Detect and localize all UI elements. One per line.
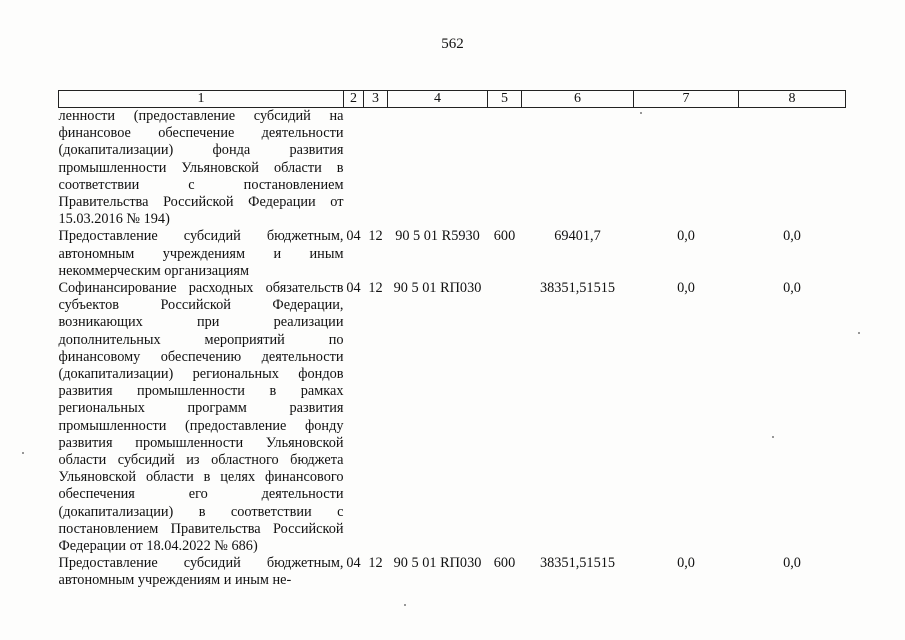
amount-col-8: 0,0	[783, 555, 801, 572]
row-description: Предоставление субсидий бюджетным, автономным учреждениям и иным не-	[58, 555, 344, 589]
row-description: ленности (предоставление субсидий на финансовое обеспечение деятельности (докапитализации) фонда развития промышленности Ульяновской области в соответствии с постановлением Правительства Российской Федерации от 15.03.2016 № 194)	[58, 108, 344, 228]
row-description: Предоставление субсидий бюджетным, автономным учреждениям и иным некоммерческим организациям	[58, 228, 344, 279]
amount-col-7: 0,0	[677, 280, 695, 297]
amount-col-7: 0,0	[677, 555, 695, 572]
scan-speck	[404, 604, 406, 606]
section-code: 04	[346, 280, 361, 297]
subsection-code: 12	[368, 280, 383, 297]
target-article-code: 90 5 01 R5930	[395, 228, 480, 245]
section-code: 04	[346, 555, 361, 572]
column-number-row	[59, 91, 846, 108]
expense-type-code	[488, 280, 522, 555]
target-article-code: 90 5 01 RП030	[393, 555, 482, 572]
target-article-code	[388, 108, 488, 229]
column-header-1: 1	[59, 91, 344, 108]
table-row	[59, 108, 846, 229]
subsection-code	[364, 108, 388, 229]
column-header-4: 4	[388, 91, 488, 108]
amount-col-8: 0,0	[783, 280, 801, 297]
amount-col-7	[634, 108, 739, 229]
table-row	[59, 555, 846, 589]
amount-col-6: 69401,7	[554, 228, 601, 245]
column-header-7: 7	[634, 91, 739, 108]
amount-col-6: 38351,51515	[539, 555, 616, 572]
target-article-code: 90 5 01 RП030	[393, 280, 482, 297]
column-header-2: 2	[344, 91, 364, 108]
subsection-code: 12	[368, 555, 383, 572]
column-header-3: 3	[364, 91, 388, 108]
amount-col-6: 38351,51515	[539, 280, 616, 297]
amount-col-8	[739, 108, 846, 229]
amount-col-7: 0,0	[677, 228, 695, 245]
expense-type-code: 600	[493, 555, 516, 572]
column-header-8: 8	[739, 91, 846, 108]
amount-col-8: 0,0	[783, 228, 801, 245]
amount-col-6	[522, 108, 634, 229]
table-row	[59, 228, 846, 280]
column-header-6: 6	[522, 91, 634, 108]
row-description: Софинансирование расходных обязательств субъектов Российской Федерации, возникающих при реализации дополнительных мероприятий по финансовому обеспечению деятельности (докапитализации) региональных фондов развития промышленности в рамках региональных программ развития промышленности (предоставление фонду развития промышленности Ульяновской области субсидий из областного бюджета Ульяновской области в целях финансового обеспечения его деятельности (докапитализации) в соответствии с постановлением Правительства Российской Федерации от 18.04.2022 № 686)	[58, 280, 344, 555]
page-number: 562	[441, 36, 464, 52]
expense-type-code: 600	[493, 228, 516, 245]
section-code: 04	[346, 228, 361, 245]
column-header-5: 5	[488, 91, 522, 108]
budget-table	[58, 90, 846, 590]
subsection-code: 12	[368, 228, 383, 245]
scan-speck	[858, 332, 860, 334]
scan-speck	[772, 436, 774, 438]
scan-speck	[22, 452, 24, 454]
expense-type-code	[488, 108, 522, 229]
section-code	[344, 108, 364, 229]
table-row	[59, 280, 846, 555]
scan-speck	[640, 112, 642, 114]
